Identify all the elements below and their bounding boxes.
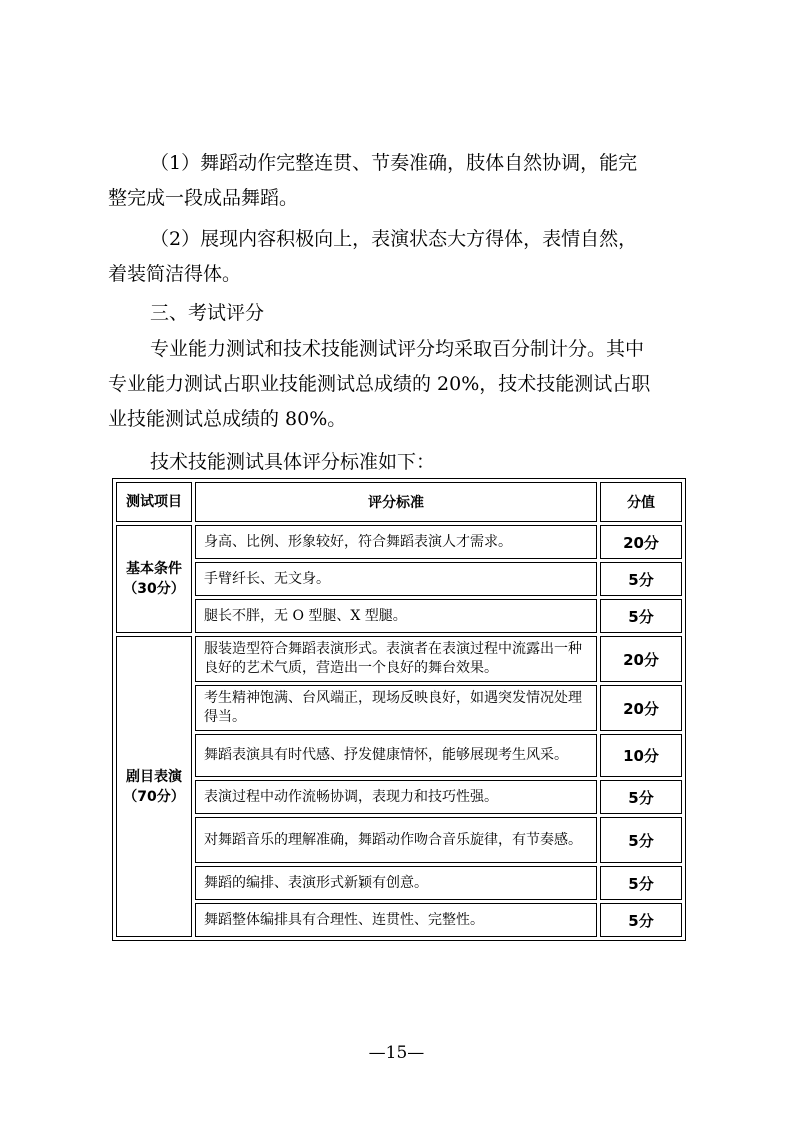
score-cell: 5分 (600, 817, 682, 863)
paragraph-table-intro (108, 445, 698, 480)
header-test-item: 测试项目 (116, 482, 192, 522)
table-row (116, 636, 682, 682)
table-row (116, 903, 682, 937)
paragraph-line: 整完成一段成品舞蹈。 (108, 187, 299, 209)
criteria-cell: 舞蹈的编排、表演形式新颖有创意。 (195, 866, 597, 900)
score-cell: 5分 (600, 866, 682, 900)
score-cell: 20分 (600, 685, 682, 731)
table-row (116, 780, 682, 814)
header-score: 分值 (600, 482, 682, 522)
table-row (116, 525, 682, 559)
paragraph-line: 着装简洁得体。 (108, 263, 242, 285)
category-subtotal: （70分） (123, 788, 185, 805)
score-cell: 5分 (600, 562, 682, 596)
section-heading-exam-scoring: 三、考试评分 (150, 302, 265, 324)
table-row (116, 734, 682, 777)
score-cell: 20分 (600, 525, 682, 559)
page-number: —15— (368, 1043, 425, 1063)
score-cell: 20分 (600, 636, 682, 682)
criteria-cell: 腿长不胖，无 O 型腿、X 型腿。 (195, 599, 597, 633)
criteria-cell: 身高、比例、形象较好，符合舞蹈表演人才需求。 (195, 525, 597, 559)
table-row (116, 817, 682, 863)
criteria-cell: 舞蹈表演具有时代感、抒发健康情怀，能够展现考生风采。 (195, 734, 597, 777)
table-row (116, 685, 682, 731)
score-cell: 5分 (600, 599, 682, 633)
paragraph-line: （2）展现内容积极向上，表演状态大方得体，表情自然， (150, 228, 638, 250)
paragraph-line: （1）舞蹈动作完整连贯、节奏准确，肢体自然协调，能完 (150, 152, 638, 174)
criteria-cell: 舞蹈整体编排具有合理性、连贯性、完整性。 (195, 903, 597, 937)
criteria-cell: 手臂纤长、无文身。 (195, 562, 597, 596)
score-cell: 5分 (600, 903, 682, 937)
paragraph-line: 技术技能测试具体评分标准如下： (150, 451, 436, 473)
category-subtotal: （30分） (123, 581, 185, 597)
category-label: 剧目表演 (126, 768, 182, 785)
category-repertoire-performance (116, 636, 192, 937)
header-criteria: 评分标准 (195, 482, 597, 522)
paragraph-requirement-2 (108, 222, 698, 292)
category-basic-conditions (116, 525, 192, 633)
criteria-cell: 对舞蹈音乐的理解准确，舞蹈动作吻合音乐旋律，有节奏感。 (195, 817, 597, 863)
criteria-cell: 表演过程中动作流畅协调，表现力和技巧性强。 (195, 780, 597, 814)
category-label: 基本条件 (126, 561, 182, 577)
score-cell: 5分 (600, 780, 682, 814)
table-row (116, 866, 682, 900)
criteria-cell: 服装造型符合舞蹈表演形式。表演者在表演过程中流露出一种良好的艺术气质，营造出一个良好的舞台效果。 (195, 636, 597, 682)
paragraph-requirement-1 (108, 146, 698, 216)
table-row (116, 562, 682, 596)
scoring-standard-table (112, 478, 686, 941)
paragraph-line: 业技能测试总成绩的 80%。 (108, 408, 347, 430)
paragraph-line: 专业能力测试占职业技能测试总成绩的 20%，技术技能测试占职 (108, 373, 651, 395)
score-cell: 10分 (600, 734, 682, 777)
criteria-cell: 考生精神饱满、台风端正，现场反映良好，如遇突发情况处理得当。 (195, 685, 597, 731)
table-header-row (116, 482, 682, 522)
table-row (116, 599, 682, 633)
paragraph-scoring-method (108, 332, 698, 437)
paragraph-line: 专业能力测试和技术技能测试评分均采取百分制计分。其中 (150, 338, 645, 360)
